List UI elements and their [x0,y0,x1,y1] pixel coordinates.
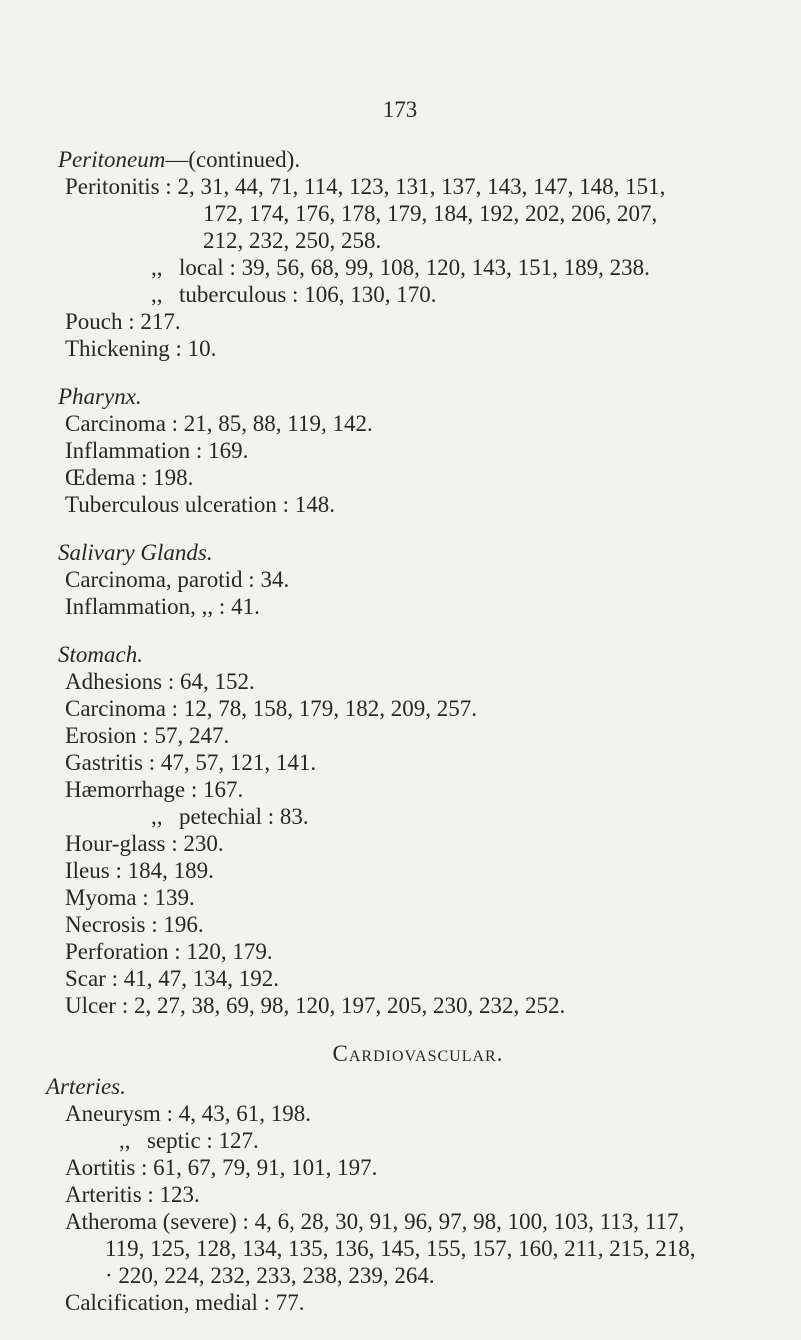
entry-text: tuberculous : 106, 130, 170. [179,282,437,307]
heading-arteries: Arteries. [46,1074,126,1099]
entry-aneurysm: Aneurysm : 4, 43, 61, 198. [65,1101,311,1126]
entry-text: local : 39, 56, 68, 99, 108, 120, 143, 151, 189, 238. [179,255,650,280]
heading-peritoneum: Peritoneum [58,147,166,172]
peritoneum-entries [65,173,778,362]
list-item: Carcinoma : 21, 85, 88, 119, 142. [65,411,373,436]
section-cardiovascular [46,1040,778,1316]
entry-calcification: Calcification, medial : 77. [65,1290,305,1315]
atheroma-line-1: Atheroma (severe) : 4, 6, 28, 30, 91, 96, 97, 98, 100, 103, 113, 117, [65,1209,685,1234]
entry-carcinoma: Carcinoma : 12, 78, 158, 179, 182, 209, 257. [65,696,478,721]
entry-ileus: Ileus : 184, 189. [65,858,214,883]
entry-necrosis: Necrosis : 196. [65,912,204,937]
list-item: Tuberculous ulceration : 148. [65,492,336,517]
section-salivary-glands [58,539,778,620]
stomach-entries [65,668,778,1019]
entry-aortitis: Aortitis : 61, 67, 79, 91, 101, 197. [65,1155,378,1180]
continued-label: —(continued). [165,147,301,172]
arteries-entries [65,1100,778,1316]
entry-haemorrhage: Hæmorrhage : 167. [65,777,244,802]
ditto-mark: ,, [151,804,163,829]
entry-text: septic : 127. [147,1128,259,1153]
atheroma-line-2: 119, 125, 128, 134, 135, 136, 145, 155, 157, 160, 211, 215, 218, [105,1236,696,1261]
entry-erosion: Erosion : 57, 247. [65,723,230,748]
page-number: 173 [382,97,418,122]
entry-perforation: Perforation : 120, 179. [65,939,273,964]
entry-peritonitis-local [65,254,778,281]
peritonitis-line-1: Peritonitis : 2, 31, 44, 71, 114, 123, 131, 137, 143, 147, 148, 151, [65,174,666,199]
entry-text: petechial : 83. [179,804,309,829]
entry-hour-glass: Hour-glass : 230. [65,831,224,856]
entry-peritonitis [65,173,778,254]
entry-arteritis: Arteritis : 123. [65,1182,200,1207]
list-item: Carcinoma, parotid : 34. [65,567,290,592]
entry-thickening: Thickening : 10. [65,336,217,361]
salivary-entries [65,566,778,620]
entry-scar: Scar : 41, 47, 134, 192. [65,966,280,991]
section-stomach [58,641,778,1019]
entry-atheroma [65,1208,778,1289]
heading-salivary-glands: Salivary Glands. [58,540,213,565]
heading-pharynx: Pharynx. [58,384,142,409]
entry-aneurysm-septic [65,1127,778,1154]
list-item: Œdema : 198. [65,465,194,490]
entry-peritonitis-tuberculous [65,281,778,308]
entry-haemorrhage-petechial [65,803,778,830]
pharynx-entries [65,410,778,518]
list-item: Inflammation : 169. [65,438,249,463]
atheroma-line-3: · 220, 224, 232, 233, 238, 239, 264. [105,1263,435,1288]
ditto-mark: ,, [151,282,163,307]
section-heading [58,146,778,173]
entry-gastritis: Gastritis : 47, 57, 121, 141. [65,750,317,775]
ditto-mark: ,, [151,255,163,280]
heading-stomach: Stomach. [58,642,143,667]
list-item: Inflammation, ,, : 41. [65,594,260,619]
entry-ulcer: Ulcer : 2, 27, 38, 69, 98, 120, 197, 205, 230, 232, 252. [65,993,566,1018]
entry-pouch: Pouch : 217. [65,309,181,334]
entry-myoma: Myoma : 139. [65,885,195,910]
section-pharynx [58,383,778,518]
section-peritoneum [58,146,778,362]
peritonitis-line-2: 172, 174, 176, 178, 179, 184, 192, 202, 206, 207, [203,201,658,226]
peritonitis-line-3: 212, 232, 250, 258. [203,228,382,253]
entry-adhesions: Adhesions : 64, 152. [65,669,255,694]
ditto-mark: ,, [119,1128,131,1153]
index-content [46,146,778,1316]
part-title-cardiovascular: Cardiovascular. [332,1041,504,1066]
